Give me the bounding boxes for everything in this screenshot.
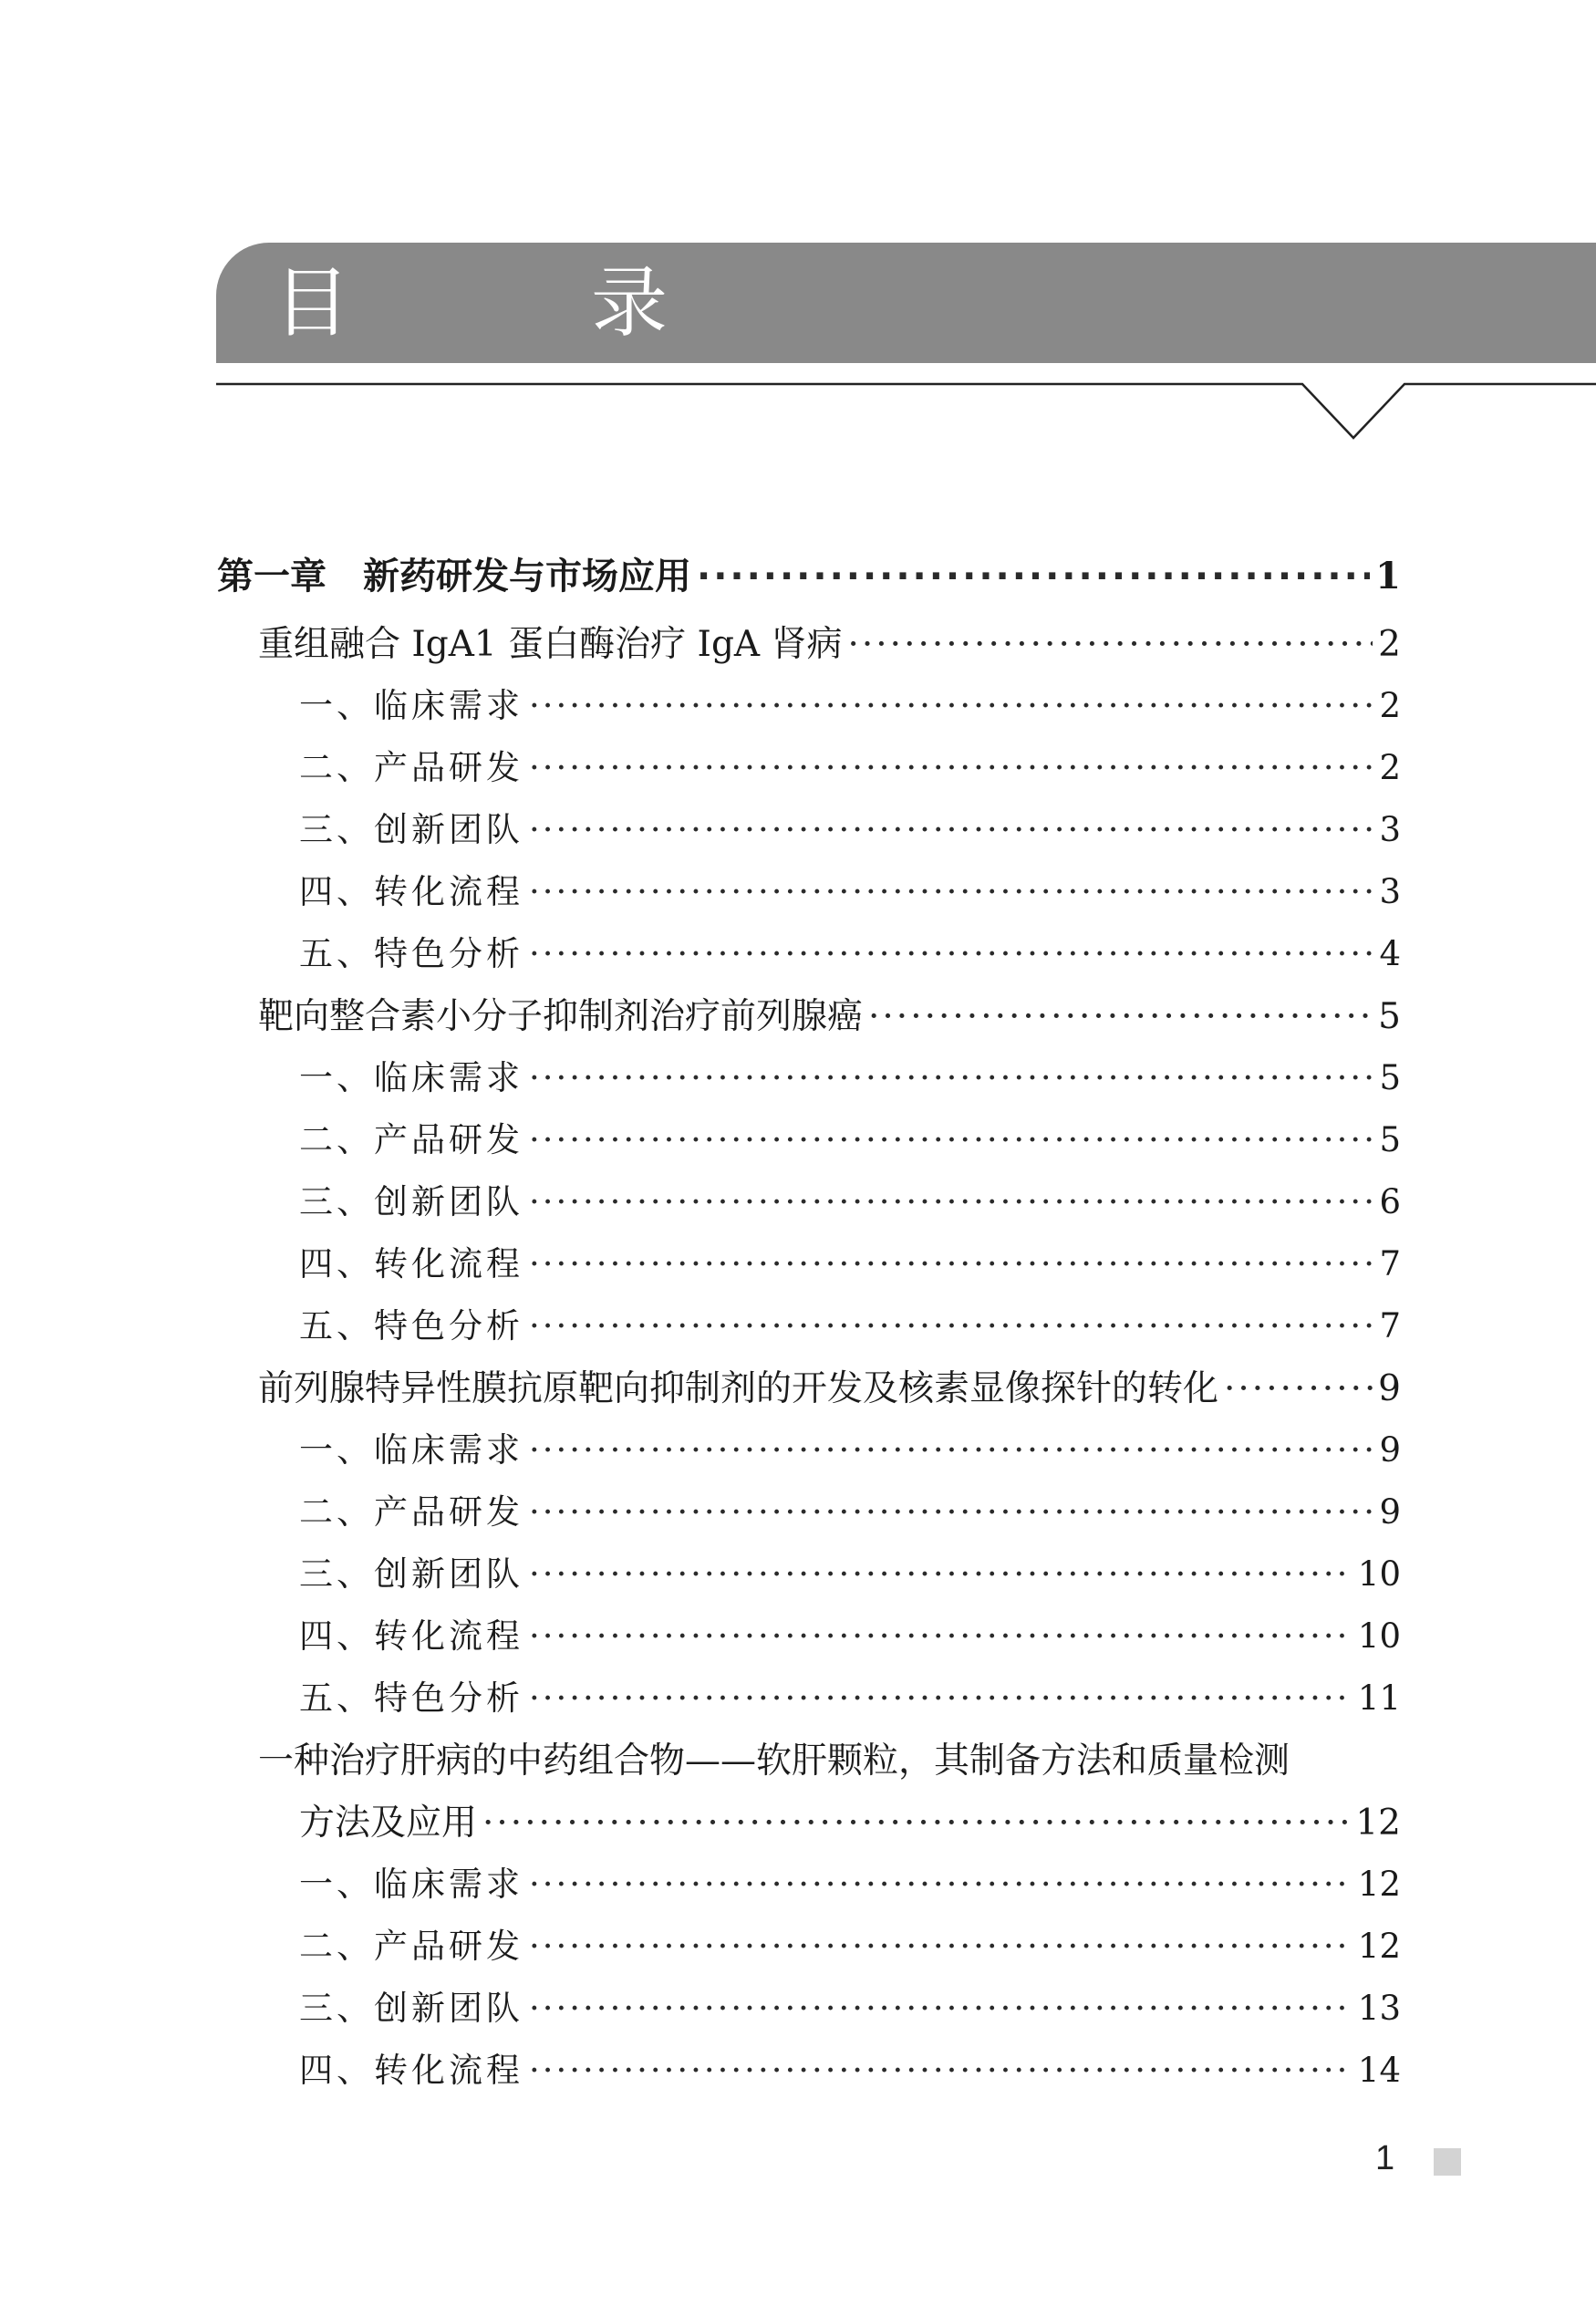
toc-page: 2	[1379, 748, 1401, 787]
dot-leader	[529, 748, 1373, 787]
toc-item[interactable]	[299, 802, 1401, 857]
toc-label: 一、临床需求	[299, 1865, 523, 1904]
toc-label: 一、临床需求	[299, 1430, 523, 1470]
dot-leader	[529, 1430, 1373, 1470]
toc-label: 一种治疗肝病的中药组合物——软肝颗粒，其制备方法和质量检测	[258, 1740, 1290, 1782]
toc-section[interactable]	[258, 616, 1401, 670]
toc-item[interactable]	[299, 926, 1401, 981]
toc-page: 9	[1378, 1368, 1401, 1409]
toc-label: 五、特色分析	[299, 1306, 523, 1346]
toc-item[interactable]	[299, 740, 1401, 795]
toc-item[interactable]	[299, 1236, 1401, 1291]
toc-section-title-line-2[interactable]	[299, 1794, 1401, 1849]
dot-leader	[529, 1492, 1373, 1532]
toc-page: 4	[1379, 934, 1401, 973]
dot-leader	[529, 872, 1373, 911]
toc-page: 12	[1357, 1927, 1401, 1966]
toc-item[interactable]	[299, 1918, 1401, 1973]
toc-page: 10	[1357, 1616, 1401, 1656]
toc-label: 五、特色分析	[299, 1678, 523, 1718]
toc-item[interactable]	[299, 1112, 1401, 1167]
toc-label: 四、转化流程	[299, 1244, 523, 1283]
toc-page: 12	[1357, 1865, 1401, 1904]
dot-leader	[529, 1678, 1352, 1718]
toc-item[interactable]	[299, 678, 1401, 733]
dot-leader	[529, 1120, 1373, 1159]
page-marker-square	[1434, 2148, 1461, 2176]
toc-label: 五、特色分析	[299, 934, 523, 973]
toc-item[interactable]	[299, 1050, 1401, 1105]
toc-label: 三、创新团队	[299, 1182, 523, 1221]
dot-leader	[529, 1182, 1373, 1221]
toc-section-title-line-1[interactable]	[258, 1732, 1401, 1787]
toc-label: 前列腺特异性膜抗原靶向抑制剂的开发及核素显像探针的转化	[258, 1368, 1219, 1409]
dot-leader	[529, 1616, 1352, 1656]
toc-label: 三、创新团队	[299, 1554, 523, 1594]
toc-label: 二、产品研发	[299, 748, 523, 787]
toc-label: 一、临床需求	[299, 1058, 523, 1097]
toc-page: 3	[1379, 872, 1401, 911]
toc-page: 1	[1375, 555, 1401, 597]
toc-section[interactable]	[258, 1360, 1401, 1415]
toc-page: 2	[1378, 624, 1401, 665]
dot-leader	[482, 1803, 1350, 1844]
toc-page: 2	[1379, 686, 1401, 725]
dot-leader	[529, 1865, 1352, 1904]
toc-page: 7	[1379, 1244, 1401, 1283]
toc-page: 7	[1379, 1306, 1401, 1346]
dot-leader	[529, 1989, 1352, 2028]
dot-leader	[1224, 1368, 1373, 1409]
toc-label: 三、创新团队	[299, 1989, 523, 2028]
page-title: 目 录	[274, 258, 751, 348]
toc-chapter-1[interactable]	[217, 547, 1401, 602]
toc-label: 二、产品研发	[299, 1492, 523, 1532]
toc-page: 14	[1357, 2051, 1401, 2090]
toc-label: 一、临床需求	[299, 686, 523, 725]
toc-page: 12	[1355, 1803, 1401, 1844]
dot-leader	[529, 686, 1373, 725]
toc-item[interactable]	[299, 2042, 1401, 2097]
toc-label: 方法及应用	[299, 1803, 478, 1844]
toc-label: 第一章 新药研发与市场应用	[217, 556, 691, 597]
toc-page: 3	[1379, 810, 1401, 849]
toc-page: 5	[1379, 1058, 1401, 1097]
toc-page: 9	[1379, 1430, 1401, 1470]
toc-page: 13	[1357, 1989, 1401, 2028]
toc-item[interactable]	[299, 1670, 1401, 1725]
toc-item[interactable]	[299, 1484, 1401, 1539]
dot-leader	[529, 2051, 1352, 2090]
toc-item[interactable]	[299, 1422, 1401, 1477]
toc-page: 11	[1357, 1678, 1401, 1718]
toc-item[interactable]	[299, 1174, 1401, 1229]
dot-leader	[529, 1554, 1352, 1594]
toc-label: 四、转化流程	[299, 2051, 523, 2090]
toc-label: 四、转化流程	[299, 1616, 523, 1656]
toc-page: 9	[1379, 1492, 1401, 1532]
toc-label: 靶向整合素小分子抑制剂治疗前列腺癌	[258, 996, 864, 1037]
toc-page: 6	[1379, 1182, 1401, 1221]
toc-item[interactable]	[299, 1608, 1401, 1663]
toc-label: 二、产品研发	[299, 1120, 523, 1159]
dot-leader	[529, 1306, 1373, 1346]
toc-page: 5	[1379, 1120, 1401, 1159]
dot-leader	[868, 996, 1373, 1037]
dot-leader	[847, 624, 1373, 665]
toc-label: 三、创新团队	[299, 810, 523, 849]
dot-leader	[529, 1244, 1373, 1283]
toc-label: 二、产品研发	[299, 1927, 523, 1966]
toc-label: 重组融合 IgA1 蛋白酶治疗 IgA 肾病	[258, 624, 843, 665]
toc-item[interactable]	[299, 1980, 1401, 2035]
toc-page: 10	[1357, 1554, 1401, 1594]
page-number: 1	[1375, 2139, 1395, 2177]
toc-label: 四、转化流程	[299, 872, 523, 911]
dot-leader	[529, 810, 1373, 849]
toc-item[interactable]	[299, 864, 1401, 919]
toc-item[interactable]	[299, 1856, 1401, 1911]
toc-item[interactable]	[299, 1298, 1401, 1353]
toc-page: 5	[1378, 996, 1401, 1037]
toc-section[interactable]	[258, 988, 1401, 1043]
dot-leader	[697, 556, 1370, 597]
dot-leader	[529, 934, 1373, 973]
dot-leader	[529, 1927, 1352, 1966]
toc-item[interactable]	[299, 1546, 1401, 1601]
dot-leader	[529, 1058, 1373, 1097]
